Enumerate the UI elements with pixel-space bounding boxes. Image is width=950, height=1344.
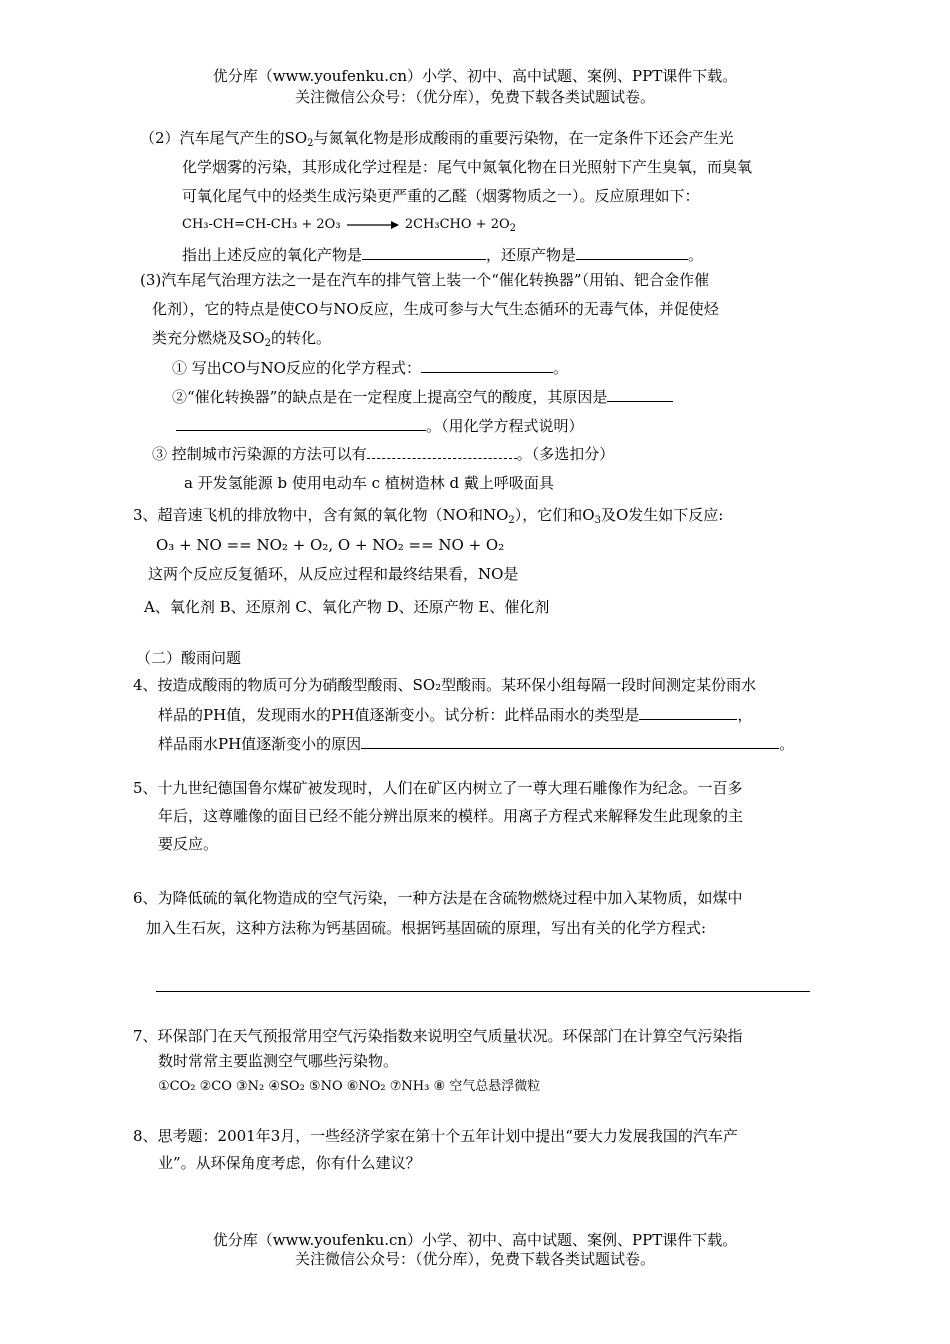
q3-line-3: 类充分燃烧及$SO_2$的转化。 xyxy=(152,329,331,349)
q2-equation: CH₃-CH=CH-CH₃ + 2O₃ $2CH_3CHO + 2O_2$ xyxy=(182,217,516,234)
q7-line-2: 数时常常主要监测空气哪些污染物。 xyxy=(158,1052,399,1070)
answer-line-q6[interactable] xyxy=(156,991,810,992)
section-heading: （二）酸雨问题 xyxy=(136,649,242,667)
q3-line-1: (3)汽车尾气治理方法之一是在汽车的排气管上装一个“催化转换器”（用铂、钯合金作催 xyxy=(140,271,710,289)
answer-blank-control-methods[interactable] xyxy=(367,444,517,459)
header-line-2: 关注微信公众号：（优分库），免费下载各类试题试卷。 xyxy=(294,88,655,106)
q3-item-2: ②“催化转换器”的缺点是在一定程度上提高空气的酸度，其原因是 xyxy=(172,386,673,407)
q7-line-1: 7、环保部门在天气预报常用空气污染指数来说明空气质量状况。环保部门在计算空气污染指 xyxy=(133,1027,743,1045)
q8-line-1: 8、思考题：2001年3月，一些经济学家在第十个五年计划中提出“要大力发展我国的汽车产 xyxy=(133,1127,738,1145)
footer-line-1: 优分库（www.youfenku.cn）小学、初中、高中试题、案例、PPT课件下载。 xyxy=(212,1231,738,1249)
answer-blank-co-no-equation[interactable] xyxy=(421,357,553,373)
header-line-1: 优分库（www.youfenku.cn）小学、初中、高中试题、案例、PPT课件下载。 xyxy=(212,67,738,85)
q4-line-2: 样品的PH值，发现雨水的PH值逐渐变小。试分析：此样品雨水的类型是 ， xyxy=(158,706,753,724)
q3-options: a 开发氢能源 b 使用电动车 c 植树造林 d 戴上呼吸面具 xyxy=(184,474,554,492)
q5-line-1: 5、十九世纪德国鲁尔煤矿被发现时，人们在矿区内树立了一尊大理石雕像作为纪念。一百多 xyxy=(133,779,743,797)
answer-blank-acidity-reason[interactable] xyxy=(607,386,673,402)
q4-line-3: 样品雨水PH值逐渐变小的原因 。 xyxy=(158,735,795,753)
q5-line-2: 年后，这尊雕像的面目已经不能分辨出原来的模样。用离子方程式来解释发生此现象的主 xyxy=(158,807,744,825)
answer-blank-rain-type[interactable] xyxy=(639,704,737,720)
q3b-equation: O₃ + NO == NO₂ + O₂, O + NO₂ == NO + O₂ xyxy=(156,536,505,554)
q3-item-3: ③ 控制城市污染源的方法可以有 。（多选扣分） xyxy=(152,445,615,463)
q2-line-3: 可氧化尾气中的烃类生成污染更严重的乙醛（烟雾物质之一）。反应原理如下： xyxy=(182,187,700,205)
q6-line-1: 6、为降低硫的氧化物造成的空气污染，一种方法是在含硫物燃烧过程中加入某物质，如煤中 xyxy=(133,889,743,907)
q5-line-3: 要反应。 xyxy=(158,835,219,853)
q3-item-2-cont: 。（用化学方程式说明） xyxy=(176,415,584,436)
q7-items: ①CO₂ ②CO ③N₂ ④SO₂ ⑤NO ⑥NO₂ ⑦NH₃ ⑧ 空气总悬浮微粒 xyxy=(158,1079,541,1094)
q3b-line-1: 3、超音速飞机的排放物中，含有氮的氧化物（NO和$NO_2$），它们和$O_3$及O发生如下反应: xyxy=(133,506,724,526)
q3-item-1: ① 写出CO与NO反应的化学方程式： 。 xyxy=(172,359,568,377)
reaction-arrow-icon xyxy=(345,219,401,231)
footer-line-2: 关注微信公众号：（优分库），免费下载各类试题试卷。 xyxy=(294,1250,655,1268)
q3b-line-2: 这两个反应反复循环，从反应过程和最终结果看，NO是 xyxy=(148,565,519,583)
q2-line-1: （2）汽车尾气产生的$SO_2$与氮氧化物是形成酸雨的重要污染物，在一定条件下还会产生光 xyxy=(140,129,734,149)
q6-line-2: 加入生石灰，这种方法称为钙基固硫。根据钙基固硫的原理，写出有关的化学方程式: xyxy=(146,919,707,937)
answer-blank-reduction-product[interactable] xyxy=(576,244,688,260)
q2-line-2: 化学烟雾的污染，其形成化学过程是：尾气中氮氧化物在日光照射下产生臭氧，而臭氧 xyxy=(182,158,753,176)
q2-question: 指出上述反应的氧化产物是 ，还原产物是 。 xyxy=(182,246,704,264)
q4-line-1: 4、按造成酸雨的物质可分为硝酸型酸雨、SO₂型酸雨。某环保小组每隔一段时间测定某份雨水 xyxy=(133,676,757,694)
q3b-choices: A、氧化剂 B、还原剂 C、氧化产物 D、还原产物 E、催化剂 xyxy=(144,598,550,616)
q8-line-2: 业”。从环保角度考虑，你有什么建议？ xyxy=(158,1154,421,1172)
q3-line-2: 化剂），它的特点是使CO与NO反应，生成可参与大气生态循环的无毒气体，并促使烃 xyxy=(152,300,719,318)
answer-blank-acidity-reason-cont[interactable] xyxy=(176,415,426,431)
answer-blank-ph-reason[interactable] xyxy=(361,733,779,749)
answer-blank-oxidation-product[interactable] xyxy=(362,244,486,260)
